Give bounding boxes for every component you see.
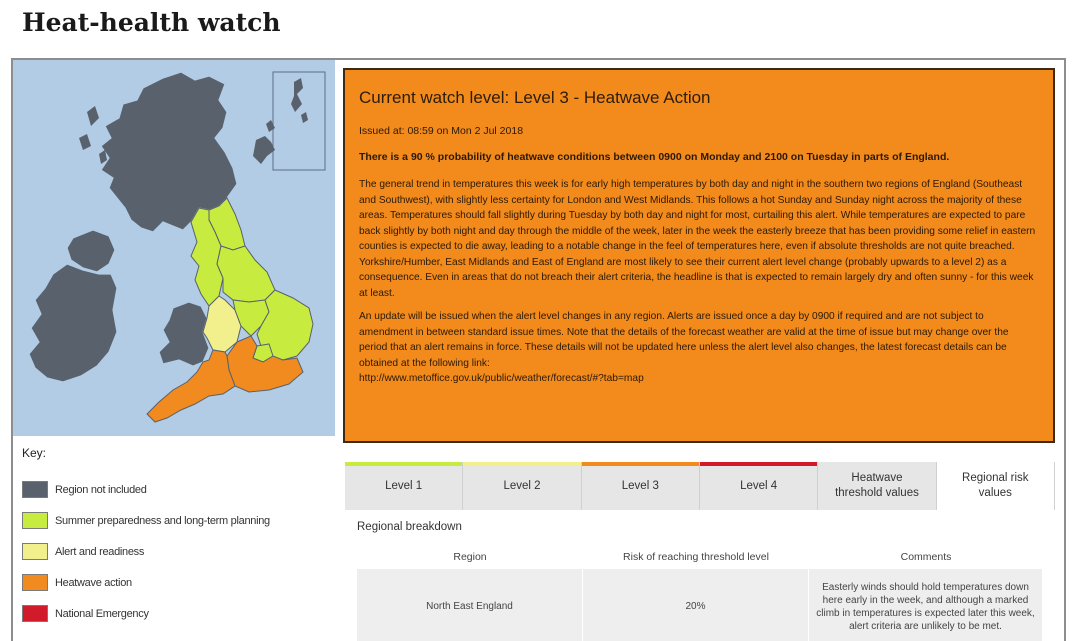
tab-level-3[interactable] bbox=[582, 462, 700, 510]
cell-region: North East England bbox=[357, 569, 583, 641]
tab-level-2[interactable] bbox=[463, 462, 581, 510]
key-title: Key: bbox=[22, 446, 47, 460]
tab-heatwave-threshold-values[interactable] bbox=[818, 462, 936, 510]
key-label: Summer preparedness and long-term planning bbox=[55, 514, 270, 527]
region-wales[interactable] bbox=[159, 302, 209, 366]
key-item-emergency bbox=[22, 598, 322, 629]
column-header-comments: Comments bbox=[900, 550, 952, 563]
shetland-islands bbox=[291, 78, 303, 112]
uk-map-svg bbox=[13, 60, 335, 436]
key-label: Alert and readiness bbox=[55, 545, 145, 558]
regional-breakdown-title: Regional breakdown bbox=[357, 521, 462, 533]
key-swatch bbox=[22, 605, 48, 622]
tab-label: Level 1 bbox=[385, 479, 423, 492]
key-item-summer bbox=[22, 505, 322, 536]
key-label: National Emergency bbox=[55, 607, 149, 620]
table-row bbox=[357, 569, 1043, 641]
current-alert-panel bbox=[343, 68, 1055, 443]
column-header-risk: Risk of reaching threshold level bbox=[623, 550, 769, 563]
cell-risk: 20% bbox=[583, 569, 809, 641]
key-swatch bbox=[22, 481, 48, 498]
alert-heading: Current watch level: Level 3 - Heatwave Action bbox=[359, 88, 711, 107]
alert-paragraph-text: An update will be issued when the alert level changes in any region. Alerts are issued once a day by 0900 if required and are not subject to amendment in between standard issue times. Note that the details of the forecast weather are valid at the time of issue but may change over the period that an alert remains in force. These details will not be updated here unless the alert level also changes, the latest forecast details can be obtained at the following link: bbox=[359, 311, 1009, 369]
tab-label: Level 4 bbox=[740, 479, 778, 492]
key-legend bbox=[22, 446, 322, 629]
tab-regional-risk-values[interactable] bbox=[937, 462, 1055, 510]
tab-label: Level 2 bbox=[503, 479, 541, 492]
table-header-row bbox=[357, 544, 1043, 569]
tab-level-4[interactable] bbox=[700, 462, 818, 510]
tab-color-bar bbox=[700, 462, 817, 466]
key-swatch bbox=[22, 543, 48, 560]
tab-color-bar bbox=[345, 462, 462, 466]
key-swatch bbox=[22, 574, 48, 591]
tab-label: Heatwave threshold values bbox=[835, 472, 919, 499]
alert-probability: There is a 90 % probability of heatwave conditions between 0900 on Monday and 2100 on Tuesday in parts of England. bbox=[359, 151, 950, 163]
key-item-not-included bbox=[22, 474, 322, 505]
ireland bbox=[29, 264, 117, 382]
key-label: Heatwave action bbox=[55, 576, 132, 589]
uk-alert-map[interactable] bbox=[13, 60, 335, 436]
tab-color-bar bbox=[463, 462, 580, 466]
region-northern-ireland[interactable] bbox=[67, 230, 115, 272]
alert-paragraph bbox=[359, 309, 1039, 387]
key-item-heatwave bbox=[22, 567, 322, 598]
key-item-alert bbox=[22, 536, 322, 567]
western-isles bbox=[79, 106, 107, 164]
page-title: Heat-health watch bbox=[22, 8, 281, 37]
tab-label: Level 3 bbox=[621, 479, 659, 492]
key-label: Region not included bbox=[55, 483, 147, 496]
tab-color-bar bbox=[582, 462, 699, 466]
fair-isle bbox=[301, 112, 308, 123]
column-header-region: Region bbox=[453, 550, 487, 563]
tab-label: Regional risk values bbox=[962, 472, 1029, 499]
alert-issued-time: Issued at: 08:59 on Mon 2 Jul 2018 bbox=[359, 125, 524, 137]
tab-level-1[interactable] bbox=[345, 462, 463, 510]
alert-paragraph: The general trend in temperatures this week is for early high temperatures by both day and night in the southern two regions of England (Southeast and Southwest), with slightly less certainty for London and West Midlands. This follows a hot Sunday and Sunday night across the majority of these areas. Temperatures should fall slightly during Tuesday by both day and night for most, curtailing this alert. While temperatures are expected to pare back slightly by both night and day through the middle of the week, later in the week the easterly breeze that has been providing some relief in eastern counties is expected to die away, leading to a notable change in the feel of temperatures here, even if absolute thresholds are not quite breached. Yorkshire/Humber, East Midlands and East of England are most likely to see their current alert level change (probably upwards to a level 2) as a consequence. Even in areas that do not breach their alert criteria, the headline is that is expected to remain largely dry and often sunny - for this week at least. bbox=[359, 179, 1036, 299]
region-yorkshire-humber[interactable] bbox=[217, 246, 275, 302]
level-tabs bbox=[345, 462, 1055, 510]
regional-breakdown-table bbox=[357, 544, 1043, 641]
orkney-islands bbox=[253, 120, 275, 164]
key-swatch bbox=[22, 512, 48, 529]
forecast-link[interactable]: http://www.metoffice.gov.uk/public/weather/forecast/#?tab=map bbox=[359, 373, 644, 384]
cell-comments: Easterly winds should hold temperatures down here early in the week, and although a marked climb in temperatures is expected later this week, alert criteria are unlikely to be met. bbox=[809, 569, 1043, 641]
